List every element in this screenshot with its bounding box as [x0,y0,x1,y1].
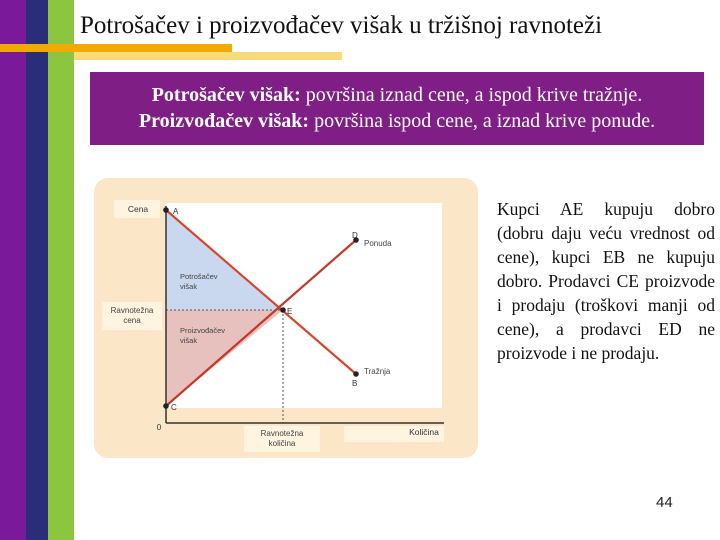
consumer-surplus-text: površina iznad cene, a ispod krive tražnje. [300,84,643,106]
point-b-marker [353,371,359,377]
title-underline-gold [74,52,342,60]
title-underline-orange [0,44,232,52]
equilibrium-price-label: Ravnotežna cena [110,306,154,325]
left-purple-stripe [0,0,26,540]
consumer-surplus-term: Potrošačev višak: [151,84,301,106]
producer-surplus-text: površina ispod cene, a iznad krive ponude. [309,110,656,132]
producer-surplus-term: Proizvođačev višak: [138,110,310,132]
page-number: 44 [656,494,673,511]
producer-surplus-definition [90,108,704,134]
demand-label: Tražnja [364,367,391,376]
point-d-label: D [352,231,358,240]
consumer-surplus-label: Potrošačev višak [180,272,218,291]
x-axis-label: Količina [409,427,439,437]
point-c-label: C [171,403,177,412]
definitions-box [90,72,704,145]
point-e-marker [280,307,286,313]
point-a-label: A [173,207,179,216]
left-navy-stripe [26,0,48,540]
explanation-text: Kupci AE kupuju dobro (dobru daju veću vrednost od cene), kupci EB ne kupuju dobro. Prodavci CE proizvode i prodaju (troškovi manji od cene), a prodavci ED ne proizvode i ne prodaju. [497,199,715,363]
point-e-label: E [287,307,293,316]
supply-label: Ponuda [364,239,392,248]
point-b-label: B [352,379,358,388]
slide-title: Potrošačev i proizvođačev višak u tržišnoj ravnoteži [80,12,603,39]
left-green-stripe [48,0,74,540]
point-c-marker [163,403,169,409]
diagram-card [94,178,478,458]
surplus-diagram [94,178,478,458]
point-a-marker [163,207,169,213]
consumer-surplus-definition [90,82,704,108]
producer-surplus-label: Proizvođačev višak [180,326,226,345]
equilibrium-quantity-label: Ravnotežna količina [260,429,304,448]
origin-label: 0 [156,423,162,432]
y-axis-label: Cena [127,204,149,214]
